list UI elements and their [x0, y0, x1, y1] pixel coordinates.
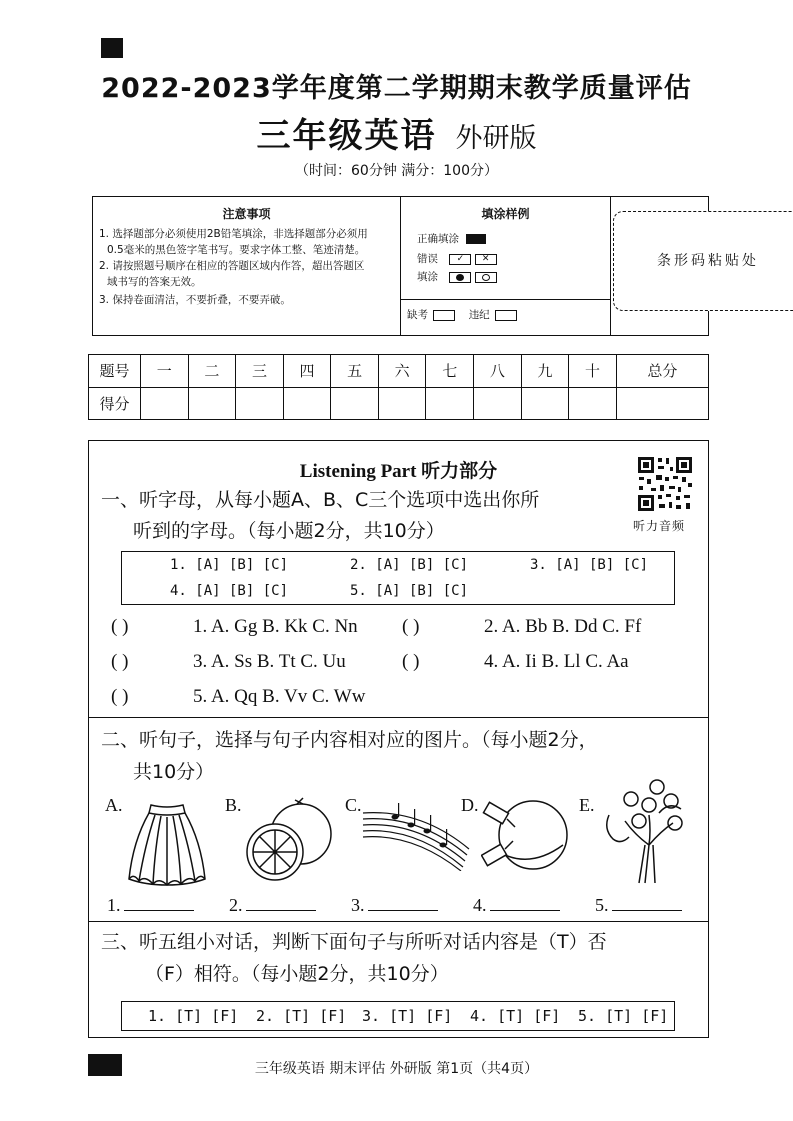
question-paren[interactable]: ( ) [111, 616, 129, 637]
barcode-area [613, 211, 793, 311]
notice-line: 3. 保持卷面清洁，不要折叠，不要弄破。 [99, 294, 291, 306]
check-mark-icon: ✓ [449, 254, 471, 265]
score-cell[interactable] [521, 387, 569, 420]
wrong-fill-label: 错误 [417, 253, 438, 265]
page-footer: 三年级英语 期末评估 外研版 第1页（共4页） [254, 1061, 539, 1077]
score-cell[interactable] [569, 387, 617, 420]
corner-mark-top [101, 38, 123, 58]
score-header-cell: 题号 [89, 355, 141, 388]
absent-row [407, 307, 517, 323]
exam-subtitle-row [0, 108, 793, 157]
score-cell[interactable] [426, 387, 474, 420]
score-cell[interactable] [141, 387, 189, 420]
notice-line: 0.5毫米的黑色签字笔书写。要求字体工整、笔迹清楚。 [107, 244, 366, 256]
answer-blank[interactable]: 1. [107, 895, 194, 916]
answer-blank[interactable]: 4. [473, 895, 560, 916]
violation-checkbox[interactable] [495, 310, 517, 321]
notice-box [92, 196, 759, 336]
barcode-label: 条形码粘贴处 [657, 253, 759, 269]
score-cell[interactable] [616, 387, 708, 420]
listening-section-box [88, 440, 709, 1038]
absent-checkbox[interactable] [433, 310, 455, 321]
time-info: （时间：60分钟 满分：100分） [295, 163, 498, 179]
answer-option[interactable]: 1. [A] [B] [C] [170, 557, 289, 573]
score-cell[interactable] [188, 387, 236, 420]
answer-option[interactable]: 5. [T] [F] [578, 1007, 669, 1025]
apple-tree-icon[interactable] [599, 775, 695, 887]
notice-line: 2. 请按照题号顺序在相应的答题区域内作答，超出答题区 [99, 260, 365, 272]
score-cell[interactable] [378, 387, 426, 420]
music-icon[interactable] [361, 801, 473, 871]
score-header-cell: 五 [331, 355, 379, 388]
question-text: 4. A. Ii B. Ll C. Aa [484, 651, 629, 672]
picture-label: C. [345, 795, 362, 815]
picture-label: A. [105, 795, 123, 815]
absent-label: 缺考 [407, 309, 428, 321]
section-divider [89, 921, 708, 922]
answer-blank[interactable]: 2. [229, 895, 316, 916]
score-header-cell: 三 [236, 355, 284, 388]
dot-filled-icon [449, 272, 471, 283]
wrong-fill-row [417, 251, 497, 267]
answer-option[interactable]: 3. [A] [B] [C] [530, 557, 649, 573]
question-text: 3. A. Ss B. Tt C. Uu [193, 651, 346, 672]
cross-mark-icon: ✕ [475, 254, 497, 265]
question-paren[interactable]: ( ) [111, 651, 129, 672]
answer-option[interactable]: 3. [T] [F] [362, 1007, 453, 1025]
correct-fill-row [417, 231, 486, 247]
section-divider [89, 717, 708, 718]
score-header-cell: 一 [141, 355, 189, 388]
table-row [89, 355, 709, 388]
picture-label: B. [225, 795, 242, 815]
listening-heading: Listening Part 听力部分 [299, 461, 498, 482]
qr-code-icon[interactable] [636, 455, 694, 513]
correct-fill-label: 正确填涂 [417, 233, 459, 245]
answer-option[interactable]: 5. [A] [B] [C] [350, 583, 469, 599]
question-text: 2. A. Bb B. Dd C. Ff [484, 616, 642, 637]
score-header-cell: 七 [426, 355, 474, 388]
qr-label: 听力音频 [633, 519, 686, 533]
ping-pong-icon[interactable] [481, 797, 573, 877]
notice-column [93, 197, 401, 335]
score-header-cell: 八 [474, 355, 522, 388]
notice-line: 1. 选择题部分必须使用2B铅笔填涂，非选择题部分必须用 [99, 228, 368, 240]
answer-option[interactable]: 4. [A] [B] [C] [170, 583, 289, 599]
answer-option[interactable]: 4. [T] [F] [470, 1007, 561, 1025]
section3-title-line1: 三、听五组小对话，判断下面句子与所听对话内容是（T）否 [101, 931, 607, 953]
section3-answer-box [121, 1001, 675, 1031]
question-paren[interactable]: ( ) [402, 616, 420, 637]
exam-edition: 外研版 [455, 123, 537, 154]
filled-mark-icon [466, 234, 486, 244]
circle-empty-icon [475, 272, 497, 283]
question-text: 1. A. Gg B. Kk C. Nn [193, 616, 358, 637]
answer-option[interactable]: 2. [T] [F] [256, 1007, 347, 1025]
skirt-icon[interactable] [125, 801, 209, 887]
picture-label: E. [579, 795, 595, 815]
section1-title-line1: 一、听字母，从每小题A、B、C三个选项中选出你所 [101, 489, 540, 511]
fill-row [417, 269, 497, 285]
answer-option[interactable]: 2. [A] [B] [C] [350, 557, 469, 573]
score-header-cell: 四 [283, 355, 331, 388]
fill-example-column [401, 197, 611, 335]
table-row [89, 387, 709, 420]
picture-label: D. [461, 795, 479, 815]
section1-answer-box [121, 551, 675, 605]
exam-title: 2022-2023学年度第二学期期末教学质量评估 [101, 73, 692, 104]
score-header-cell: 二 [188, 355, 236, 388]
fill-label: 填涂 [417, 271, 438, 283]
score-row-label: 得分 [89, 387, 141, 420]
answer-blank[interactable]: 3. [351, 895, 438, 916]
answer-option[interactable]: 1. [T] [F] [148, 1007, 239, 1025]
fill-example-heading: 填涂样例 [481, 207, 530, 221]
section2-title-line2: 共10分） [133, 761, 215, 783]
notice-heading: 注意事项 [222, 207, 271, 221]
score-header-cell: 六 [378, 355, 426, 388]
score-cell[interactable] [283, 387, 331, 420]
exam-subtitle: 三年级英语 [256, 116, 437, 156]
notice-line: 域书写的答案无效。 [107, 276, 202, 288]
violation-label: 违纪 [468, 309, 490, 321]
score-header-cell: 总分 [616, 355, 708, 388]
section2-title-line1: 二、听句子，选择与句子内容相对应的图片。（每小题2分， [101, 729, 598, 751]
score-header-cell: 十 [569, 355, 617, 388]
score-cell[interactable] [236, 387, 284, 420]
section3-title-line2: （F）相符。（每小题2分，共10分） [145, 963, 449, 985]
answer-blank[interactable]: 5. [595, 895, 682, 916]
score-cell[interactable] [331, 387, 379, 420]
score-table [88, 354, 709, 420]
orange-icon[interactable] [245, 796, 335, 886]
section1-title-line2: 听到的字母。（每小题2分，共10分） [133, 520, 445, 542]
score-cell[interactable] [474, 387, 522, 420]
question-paren[interactable]: ( ) [111, 686, 129, 707]
score-header-cell: 九 [521, 355, 569, 388]
question-paren[interactable]: ( ) [402, 651, 420, 672]
question-text: 5. A. Qq B. Vv C. Ww [193, 686, 366, 707]
